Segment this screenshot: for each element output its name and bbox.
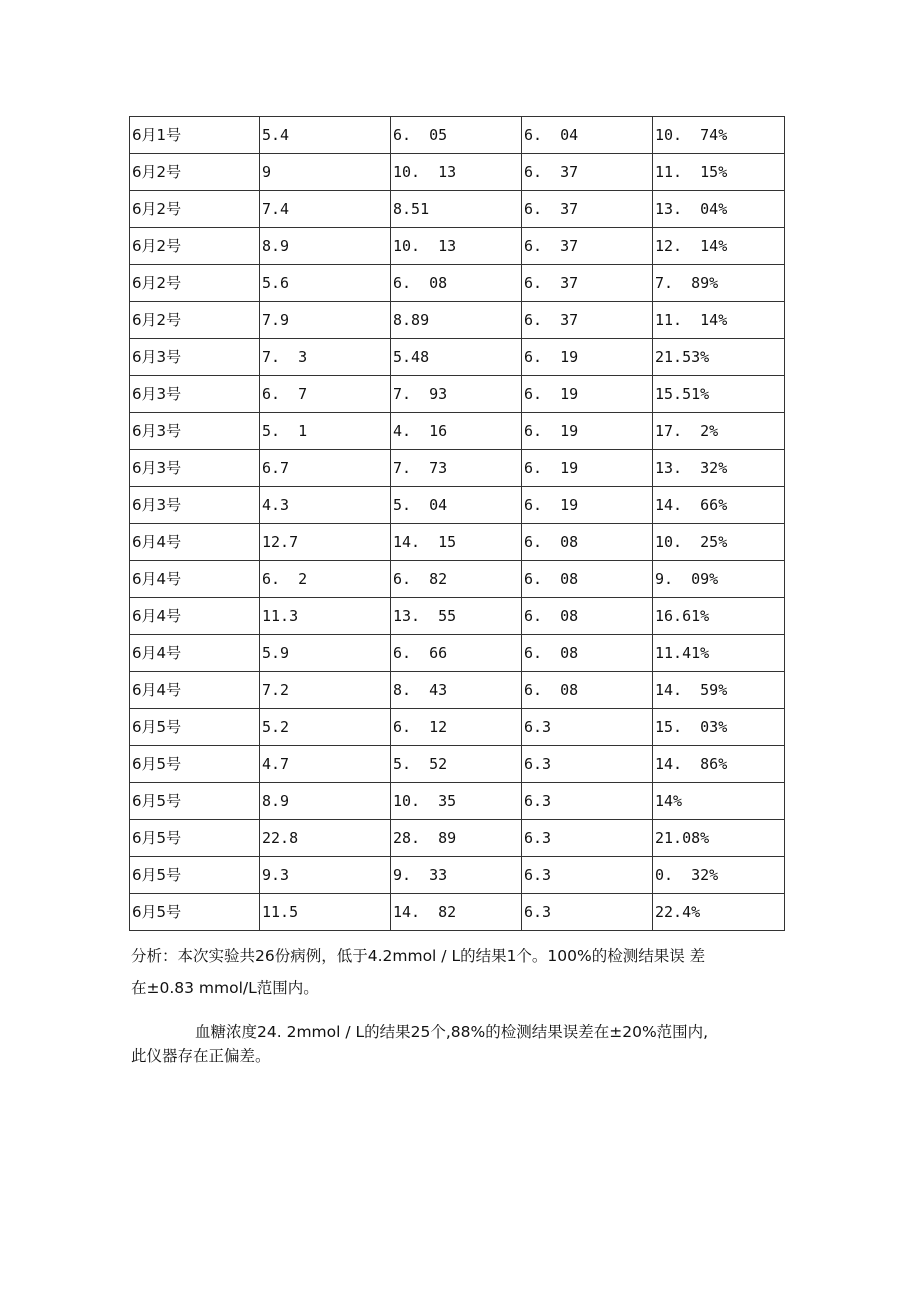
error-percent-cell: 15.51% xyxy=(653,376,785,413)
date-cell: 6月1号 xyxy=(130,117,260,154)
table-row xyxy=(130,783,785,820)
table-row xyxy=(130,820,785,857)
value-a-cell: 8.9 xyxy=(260,228,391,265)
error-percent-cell: 9. 09% xyxy=(653,561,785,598)
table-row xyxy=(130,117,785,154)
date-cell: 6月4号 xyxy=(130,561,260,598)
date-cell: 6月3号 xyxy=(130,339,260,376)
date-cell: 6月3号 xyxy=(130,450,260,487)
value-a-cell: 9.3 xyxy=(260,857,391,894)
value-b-cell: 8.89 xyxy=(391,302,522,339)
table-row xyxy=(130,228,785,265)
value-b-cell: 14. 82 xyxy=(391,894,522,931)
error-percent-cell: 10. 25% xyxy=(653,524,785,561)
value-a-cell: 8.9 xyxy=(260,783,391,820)
date-cell: 6月2号 xyxy=(130,265,260,302)
error-percent-cell: 11.41% xyxy=(653,635,785,672)
value-b-cell: 6. 08 xyxy=(391,265,522,302)
error-percent-cell: 14% xyxy=(653,783,785,820)
conclusion-line-2: 此仪器存在正偏差。 xyxy=(131,1047,271,1065)
value-b-cell: 8.51 xyxy=(391,191,522,228)
value-b-cell: 5. 52 xyxy=(391,746,522,783)
value-a-cell: 4.7 xyxy=(260,746,391,783)
table-row xyxy=(130,894,785,931)
error-percent-cell: 21.53% xyxy=(653,339,785,376)
date-cell: 6月4号 xyxy=(130,635,260,672)
error-percent-cell: 21.08% xyxy=(653,820,785,857)
date-cell: 6月5号 xyxy=(130,857,260,894)
value-c-cell: 6. 37 xyxy=(522,154,653,191)
value-b-cell: 28. 89 xyxy=(391,820,522,857)
date-cell: 6月4号 xyxy=(130,672,260,709)
date-cell: 6月5号 xyxy=(130,746,260,783)
value-c-cell: 6. 19 xyxy=(522,376,653,413)
table-row xyxy=(130,376,785,413)
date-cell: 6月5号 xyxy=(130,709,260,746)
error-percent-cell: 14. 86% xyxy=(653,746,785,783)
value-b-cell: 10. 35 xyxy=(391,783,522,820)
value-b-cell: 10. 13 xyxy=(391,228,522,265)
value-a-cell: 5. 1 xyxy=(260,413,391,450)
value-c-cell: 6. 19 xyxy=(522,339,653,376)
value-a-cell: 11.3 xyxy=(260,598,391,635)
date-cell: 6月5号 xyxy=(130,820,260,857)
table-row xyxy=(130,154,785,191)
value-c-cell: 6.3 xyxy=(522,783,653,820)
error-percent-cell: 10. 74% xyxy=(653,117,785,154)
date-cell: 6月2号 xyxy=(130,154,260,191)
value-a-cell: 12.7 xyxy=(260,524,391,561)
date-cell: 6月3号 xyxy=(130,487,260,524)
value-c-cell: 6.3 xyxy=(522,820,653,857)
analysis-line-2: 在±0.83 mmol/L范围内。 xyxy=(131,979,319,997)
table-row xyxy=(130,635,785,672)
table-row xyxy=(130,487,785,524)
value-b-cell: 6. 66 xyxy=(391,635,522,672)
value-a-cell: 7.4 xyxy=(260,191,391,228)
date-cell: 6月4号 xyxy=(130,524,260,561)
value-b-cell: 5.48 xyxy=(391,339,522,376)
analysis-line-1: 分析：本次实验共26份病例，低于4.2mmol / L的结果1个。100%的检测结果误 差 xyxy=(131,947,706,965)
table-row xyxy=(130,339,785,376)
value-c-cell: 6.3 xyxy=(522,709,653,746)
value-a-cell: 4.3 xyxy=(260,487,391,524)
value-a-cell: 9 xyxy=(260,154,391,191)
value-c-cell: 6. 04 xyxy=(522,117,653,154)
error-percent-cell: 15. 03% xyxy=(653,709,785,746)
value-a-cell: 11.5 xyxy=(260,894,391,931)
value-b-cell: 7. 93 xyxy=(391,376,522,413)
value-b-cell: 8. 43 xyxy=(391,672,522,709)
value-a-cell: 5.9 xyxy=(260,635,391,672)
value-c-cell: 6. 19 xyxy=(522,450,653,487)
table-row xyxy=(130,450,785,487)
value-c-cell: 6. 19 xyxy=(522,487,653,524)
value-a-cell: 6. 2 xyxy=(260,561,391,598)
date-cell: 6月2号 xyxy=(130,228,260,265)
value-c-cell: 6. 08 xyxy=(522,672,653,709)
value-a-cell: 5.6 xyxy=(260,265,391,302)
error-percent-cell: 14. 66% xyxy=(653,487,785,524)
date-cell: 6月5号 xyxy=(130,783,260,820)
table-row xyxy=(130,857,785,894)
value-c-cell: 6. 08 xyxy=(522,561,653,598)
value-c-cell: 6.3 xyxy=(522,746,653,783)
value-b-cell: 14. 15 xyxy=(391,524,522,561)
value-b-cell: 7. 73 xyxy=(391,450,522,487)
value-c-cell: 6.3 xyxy=(522,857,653,894)
error-percent-cell: 12. 14% xyxy=(653,228,785,265)
value-a-cell: 7.9 xyxy=(260,302,391,339)
value-b-cell: 6. 82 xyxy=(391,561,522,598)
table-row xyxy=(130,598,785,635)
value-b-cell: 6. 12 xyxy=(391,709,522,746)
value-a-cell: 6. 7 xyxy=(260,376,391,413)
table-row xyxy=(130,746,785,783)
value-a-cell: 7.2 xyxy=(260,672,391,709)
table-body xyxy=(130,117,785,931)
date-cell: 6月3号 xyxy=(130,376,260,413)
value-b-cell: 9. 33 xyxy=(391,857,522,894)
value-a-cell: 22.8 xyxy=(260,820,391,857)
date-cell: 6月2号 xyxy=(130,191,260,228)
value-a-cell: 5.2 xyxy=(260,709,391,746)
value-b-cell: 4. 16 xyxy=(391,413,522,450)
conclusion-paragraph xyxy=(131,1020,781,1068)
table-row xyxy=(130,524,785,561)
value-c-cell: 6. 37 xyxy=(522,228,653,265)
value-c-cell: 6. 08 xyxy=(522,524,653,561)
table-row xyxy=(130,191,785,228)
error-percent-cell: 13. 32% xyxy=(653,450,785,487)
error-percent-cell: 13. 04% xyxy=(653,191,785,228)
error-percent-cell: 11. 14% xyxy=(653,302,785,339)
value-c-cell: 6. 19 xyxy=(522,413,653,450)
value-a-cell: 6.7 xyxy=(260,450,391,487)
value-c-cell: 6. 08 xyxy=(522,635,653,672)
value-b-cell: 10. 13 xyxy=(391,154,522,191)
error-percent-cell: 14. 59% xyxy=(653,672,785,709)
table-row xyxy=(130,561,785,598)
value-c-cell: 6. 37 xyxy=(522,191,653,228)
value-c-cell: 6. 08 xyxy=(522,598,653,635)
value-a-cell: 7. 3 xyxy=(260,339,391,376)
date-cell: 6月3号 xyxy=(130,413,260,450)
error-percent-cell: 0. 32% xyxy=(653,857,785,894)
error-percent-cell: 16.61% xyxy=(653,598,785,635)
table-row xyxy=(130,413,785,450)
date-cell: 6月4号 xyxy=(130,598,260,635)
value-a-cell: 5.4 xyxy=(260,117,391,154)
table-row xyxy=(130,672,785,709)
value-c-cell: 6. 37 xyxy=(522,302,653,339)
error-percent-cell: 7. 89% xyxy=(653,265,785,302)
table-row xyxy=(130,302,785,339)
date-cell: 6月2号 xyxy=(130,302,260,339)
table-row xyxy=(130,709,785,746)
value-b-cell: 6. 05 xyxy=(391,117,522,154)
conclusion-line-1: 血糖浓度24. 2mmol / L的结果25个,88%的检测结果误差在±20%范围内, xyxy=(195,1023,709,1041)
table-row xyxy=(130,265,785,302)
value-b-cell: 5. 04 xyxy=(391,487,522,524)
analysis-section xyxy=(131,940,791,1004)
value-b-cell: 13. 55 xyxy=(391,598,522,635)
error-percent-cell: 11. 15% xyxy=(653,154,785,191)
value-c-cell: 6.3 xyxy=(522,894,653,931)
error-percent-cell: 17. 2% xyxy=(653,413,785,450)
date-cell: 6月5号 xyxy=(130,894,260,931)
glucose-data-table xyxy=(129,116,785,931)
value-c-cell: 6. 37 xyxy=(522,265,653,302)
error-percent-cell: 22.4% xyxy=(653,894,785,931)
